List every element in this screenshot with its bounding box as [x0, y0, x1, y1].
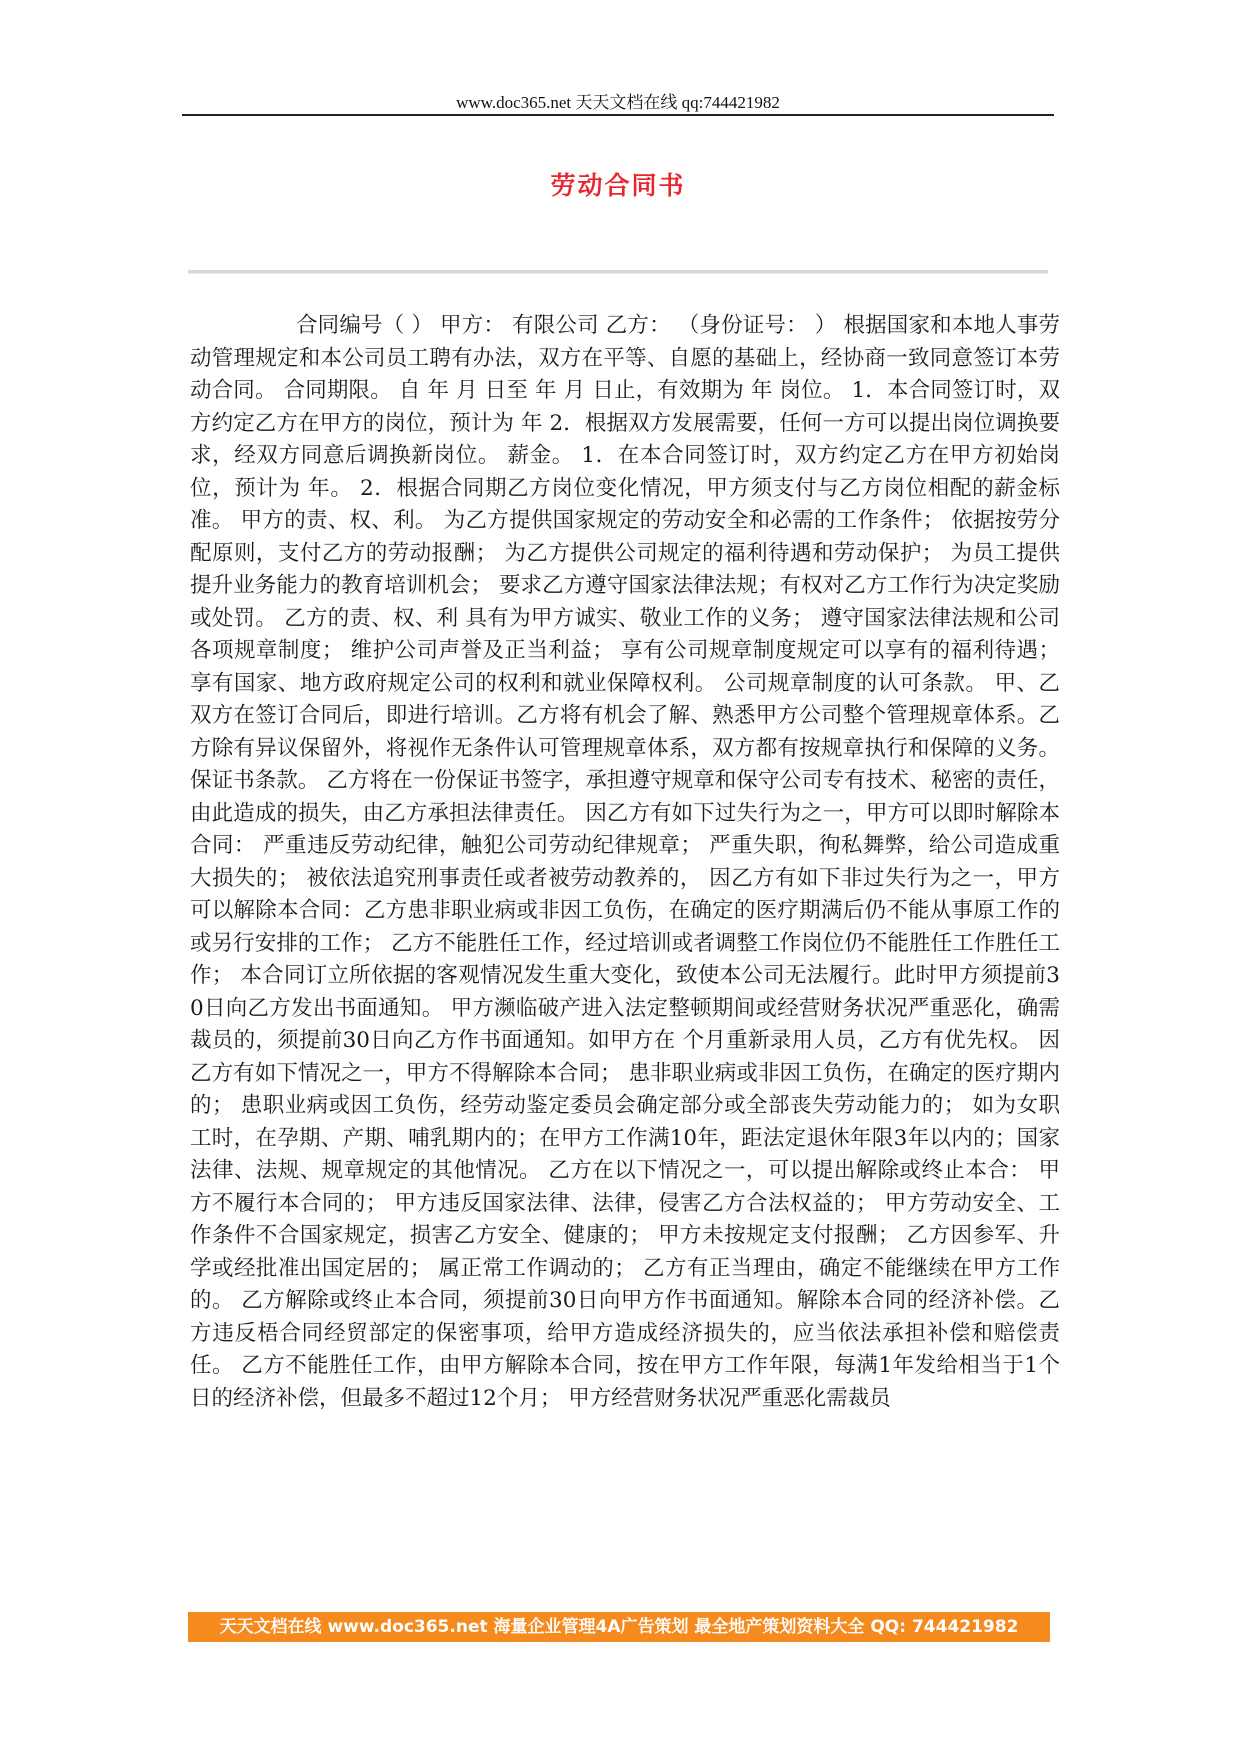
- page-header: www.doc365.net 天天文档在线 qq:744421982: [456, 93, 780, 112]
- document-title: 劳动合同书: [550, 171, 686, 200]
- title-divider: [188, 270, 1048, 274]
- document-body: 合同编号（ ） 甲方： 有限公司 乙方： （身份证号： ） 根据国家和本地人事劳动管理规定和本公司员工聘有办法，双方在平等、自愿的基础上，经协商一致同意签订本劳动合同。 合同期限。 自 年 月 日至 年 月 日止，有效期为 年 岗位。 1．本合同签订时，双方约定乙方在甲方的岗位，预计为 年 2．根据双方发展需要，任何一方可以提出岗位调换要求，经双方同意后调换新岗位。 薪金。 1．在本合同签订时，双方约定乙方在甲方初始岗位，预计为 年。 2．根据合同期乙方岗位变化情况，甲方须支付与乙方岗位相配的薪金标准。 甲方的责、权、利。 为乙方提供国家规定的劳动安全和必需的工作条件； 依据按劳分配原则，支付乙方的劳动报酬； 为乙方提供公司规定的福利待遇和劳动保护； 为员工提供提升业务能力的教育培训机会； 要求乙方遵守国家法律法规；有权对乙方工作行为决定奖励或处罚。 乙方的责、权、利 具有为甲方诚实、敬业工作的义务； 遵守国家法律法规和公司各项规章制度； 维护公司声誉及正当利益； 享有公司规章制度规定可以享有的福利待遇； 享有国家、地方政府规定公司的权利和就业保障权利。 公司规章制度的认可条款。 甲、乙双方在签订合同后，即进行培训。乙方将有机会了解、熟悉甲方公司整个管理规章体系。乙方除有异议保留外，将视作无条件认可管理规章体系，双方都有按规章执行和保障的义务。 保证书条款。 乙方将在一份保证书签字，承担遵守规章和保守公司专有技术、秘密的责任，由此造成的损失，由乙方承担法律责任。 因乙方有如下过失行为之一，甲方可以即时解除本合同： 严重违反劳动纪律，触犯公司劳动纪律规章； 严重失职，徇私舞弊，给公司造成重大损失的； 被依法追究刑事责任或者被劳动教养的， 因乙方有如下非过失行为之一，甲方可以解除本合同：乙方患非职业病或非因工负伤，在确定的医疗期满后仍不能从事原工作的或另行安排的工作； 乙方不能胜任工作，经过培训或者调整工作岗位仍不能胜任工作胜任工作； 本合同订立所依据的客观情况发生重大变化，致使本公司无法履行。此时甲方须提前30日向乙方发出书面通知。 甲方濒临破产进入法定整顿期间或经营财务状况严重恶化，确需裁员的，须提前30日向乙方作书面通知。如甲方在 个月重新录用人员，乙方有优先权。 因乙方有如下情况之一，甲方不得解除本合同； 患非职业病或非因工负伤，在确定的医疗期内的； 患职业病或因工负伤，经劳动鉴定委员会确定部分或全部丧失劳动能力的； 如为女职工时，在孕期、产期、哺乳期内的；在甲方工作满10年，距法定退休年限3年以内的；国家法律、法规、规章规定的其他情况。 乙方在以下情况之一，可以提出解除或终止本合： 甲方不履行本合同的； 甲方违反国家法律、法律，侵害乙方合法权益的； 甲方劳动安全、工作条件不合国家规定，损害乙方安全、健康的； 甲方未按规定支付报酬； 乙方因参军、升学或经批准出国定居的； 属正常工作调动的； 乙方有正当理由，确定不能继续在甲方工作的。 乙方解除或终止本合同，须提前30日向甲方作书面通知。解除本合同的经济补偿。乙方违反梧合同经贸部定的保密事项，给甲方造成经济损失的，应当依法承担补偿和赔偿责任。 乙方不能胜任工作，由甲方解除本合同，按在甲方工作年限，每满1年发给相当于1个日的经济补偿，但最多不超过12个月； 甲方经营财务状况严重恶化需裁员: [190, 313, 1060, 1411]
- header-divider: [182, 114, 1054, 116]
- footer-ad-banner: 天天文档在线 www.doc365.net 海量企业管理4A广告策划 最全地产策划资料大全 QQ: 744421982: [188, 1612, 1050, 1642]
